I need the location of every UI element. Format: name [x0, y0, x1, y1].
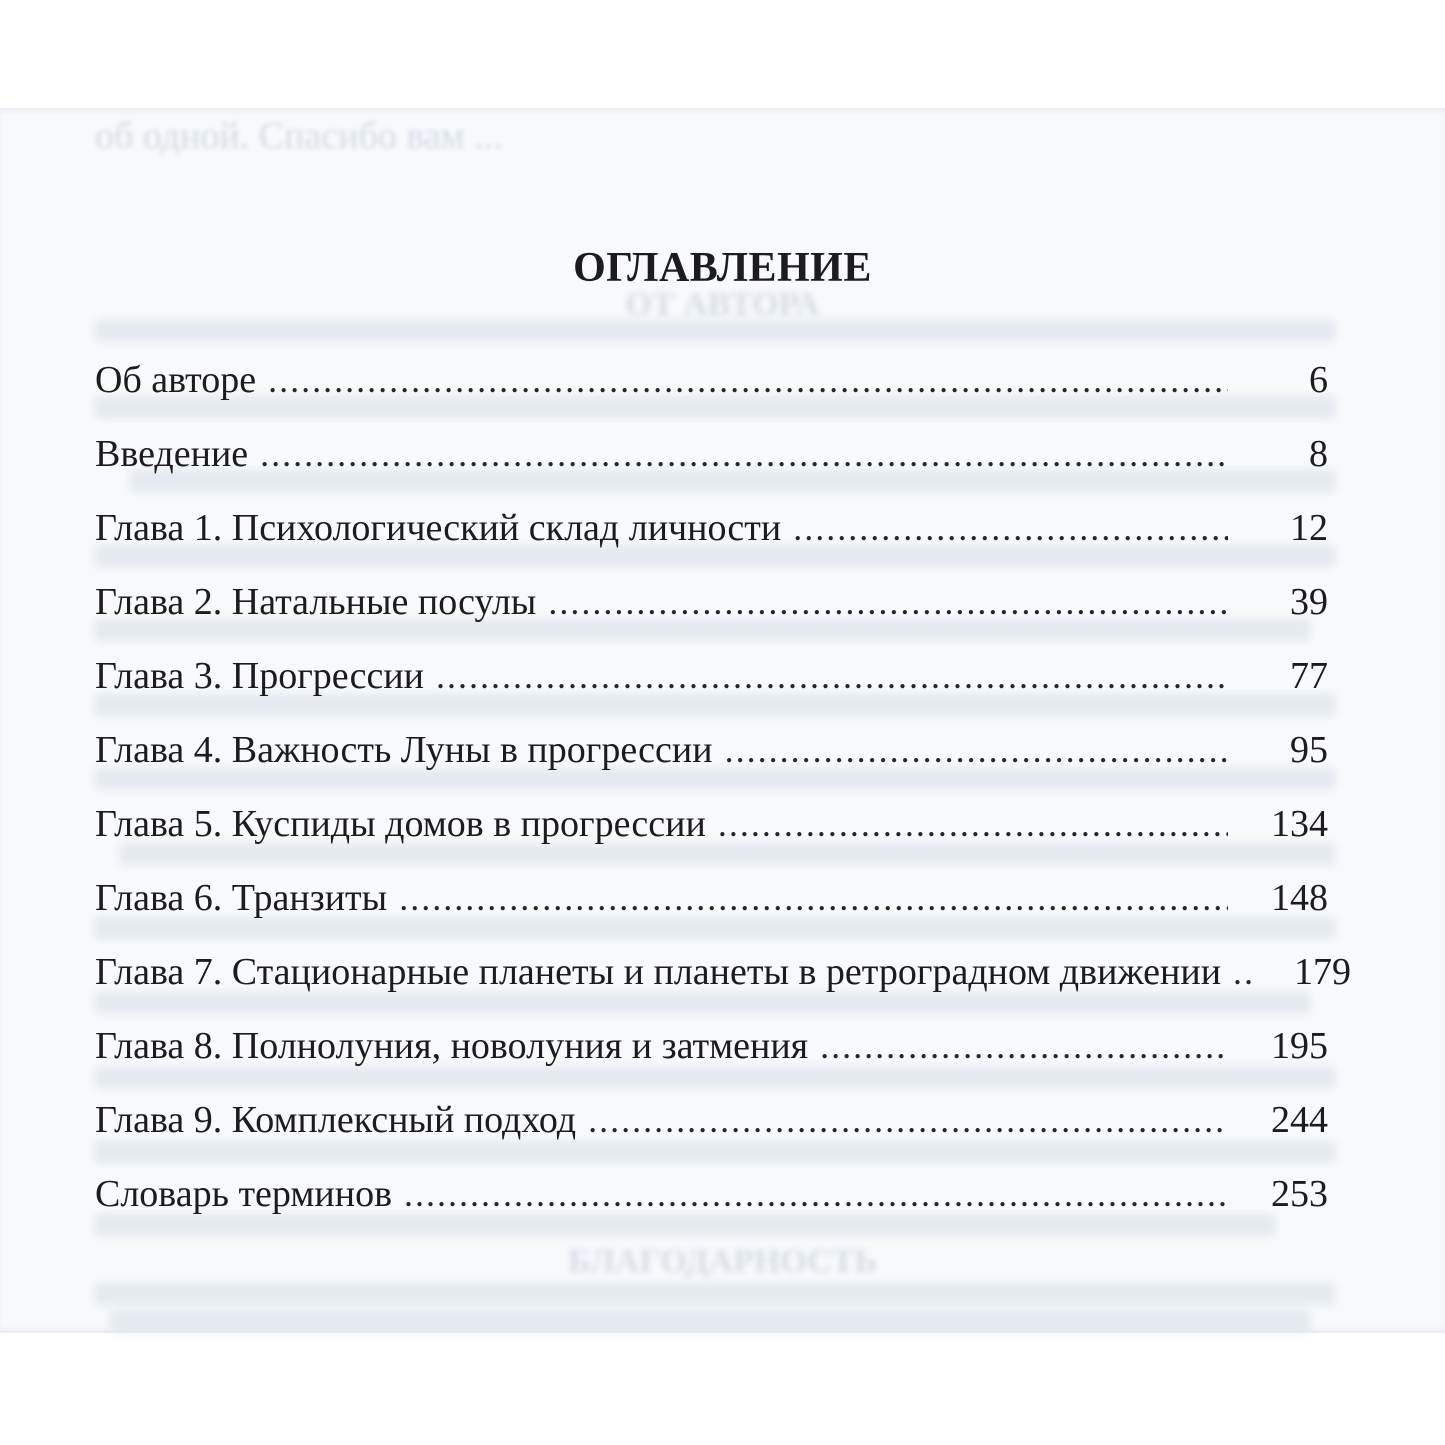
table-of-contents: [95, 359, 1352, 1248]
toc-entry-page: 244: [1271, 1099, 1328, 1141]
toc-entry: [95, 360, 1328, 400]
toc-entry-label: Глава 3. Прогрессии: [95, 655, 424, 697]
toc-leader-dots: [268, 360, 1228, 400]
toc-entry-label: Глава 1. Психологический склад личности: [95, 507, 782, 549]
toc-entry-label: Словарь терминов: [95, 1173, 393, 1215]
toc-leader-dots: [793, 508, 1228, 548]
toc-entry-page: 134: [1271, 803, 1328, 845]
toc-entry-page: 39: [1290, 581, 1328, 623]
toc-entry: [95, 656, 1328, 696]
bleed-through-acknowledgment-heading: БЛАГОДАРНОСТЬ: [568, 1243, 877, 1280]
toc-leader-dots: [260, 434, 1228, 474]
toc-entry-label: Об авторе: [95, 359, 257, 401]
toc-entry: [95, 582, 1328, 622]
toc-entry: [95, 1174, 1328, 1214]
toc-entry-label: Глава 2. Натальные посулы: [95, 581, 537, 623]
toc-entry: [95, 730, 1328, 770]
toc-entry-page: 12: [1290, 507, 1328, 549]
bleed-through-line: [95, 320, 1335, 342]
toc-entry-label: Глава 5. Куспиды домов в прогрессии: [95, 803, 706, 845]
toc-entry-page: 179: [1294, 951, 1352, 993]
toc-entry: [95, 1100, 1328, 1140]
toc-leader-dots: [718, 804, 1228, 844]
toc-entry: [95, 508, 1328, 548]
toc-entry-page: 253: [1271, 1173, 1328, 1215]
toc-entry: [95, 878, 1328, 918]
toc-entry-page: 148: [1271, 877, 1328, 919]
toc-entry: [95, 1026, 1328, 1066]
toc-leader-dots: [548, 582, 1228, 622]
toc-leader-dots: [1233, 952, 1251, 992]
toc-leader-dots: [725, 730, 1228, 770]
toc-entry-label: Глава 4. Важность Луны в прогрессии: [95, 729, 713, 771]
toc-entry-page: 95: [1290, 729, 1328, 771]
toc-entry-label: Глава 9. Комплексный подход: [95, 1099, 577, 1141]
page-title: ОГЛАВЛЕНИЕ: [573, 245, 872, 292]
bleed-through-line: [95, 1283, 1335, 1305]
bleed-through-from-author-heading: ОТ АВТОРА: [625, 286, 820, 323]
toc-leader-dots: [588, 1100, 1228, 1140]
bleed-through-text-line: об одной. Спасибо вам ...: [95, 115, 503, 157]
toc-entry-page: 6: [1309, 359, 1328, 401]
toc-entry-label: Глава 8. Полнолуния, новолуния и затмения: [95, 1025, 809, 1067]
toc-entry-page: 77: [1290, 655, 1328, 697]
toc-entry: [95, 434, 1328, 474]
toc-leader-dots: [399, 878, 1228, 918]
toc-entry-page: 195: [1271, 1025, 1328, 1067]
toc-leader-dots: [436, 656, 1228, 696]
toc-entry-label: Глава 7. Стационарные планеты и планеты в ретроградном движении: [95, 951, 1222, 993]
toc-leader-dots: [820, 1026, 1228, 1066]
toc-entry: [95, 804, 1328, 844]
toc-entry: [95, 951, 1352, 993]
bleed-through-line: [110, 1310, 1310, 1332]
toc-entry-label: Глава 6. Транзиты: [95, 877, 388, 919]
toc-entry-page: 8: [1309, 433, 1328, 475]
toc-entry-label: Введение: [95, 433, 249, 475]
toc-leader-dots: [404, 1174, 1228, 1214]
